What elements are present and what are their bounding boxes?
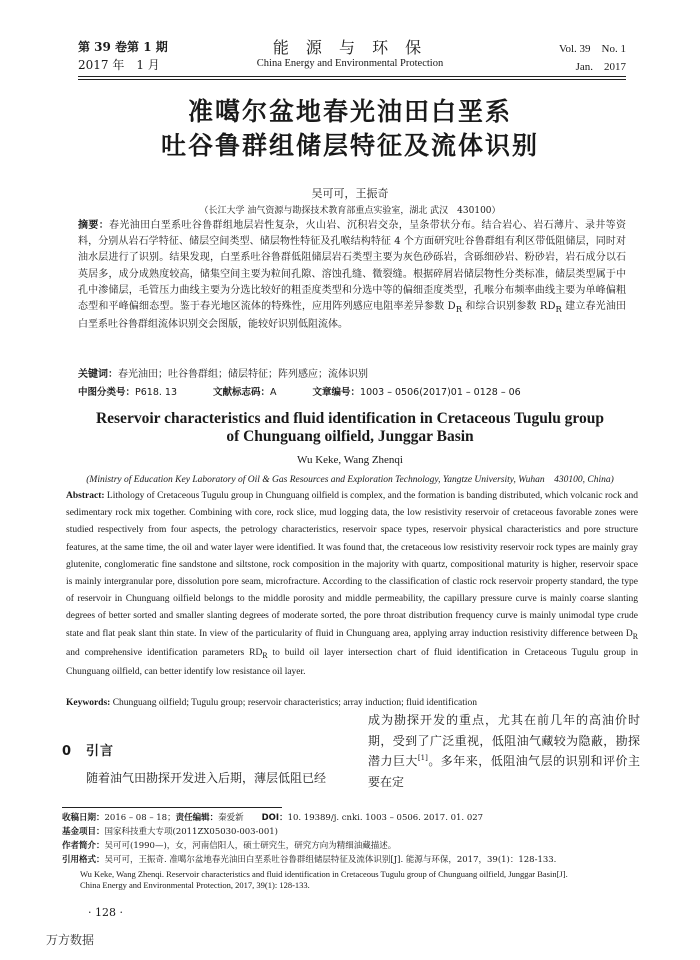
abstract-cn-label: 摘要： xyxy=(78,220,110,231)
citation-ref[interactable]: [1] xyxy=(417,754,428,762)
section-heading xyxy=(62,740,114,759)
watermark: 万方数据 xyxy=(46,933,95,947)
editor-name: 秦爱新 xyxy=(218,813,244,823)
affiliation-en: (Ministry of Education Key Laboratory of Oil & Gas Resources and Exploration Technology, Yangtze University, Wuhan 430100, China) xyxy=(86,475,614,485)
abstract-en-text3: to build oil layer intersection chart of fluid identification in Cretaceous Tugulu group in Chunguang oilfield, can better identify low resistance oil layer. xyxy=(66,647,638,677)
date-cn: 2017 年 1 月 xyxy=(78,58,160,72)
journal-name-en: China Energy and Environmental Protection xyxy=(256,58,444,69)
header-rule-thin xyxy=(78,79,626,80)
received-label: 收稿日期： xyxy=(62,813,105,823)
keywords-cn-text: 春光油田；吐谷鲁群组；储层特征；阵列感应；流体识别 xyxy=(118,369,368,380)
body-left-text: 随着油气田勘探开发进入后期，薄层低阻已经 xyxy=(86,771,327,785)
clc-value: P618. 13 xyxy=(135,387,178,398)
article-no-label: 文章编号： xyxy=(312,387,361,398)
abstract-cn-text: 春光油田白垩系吐谷鲁群组地层岩性复杂，火山岩、沉积岩交杂，呈条带状分布。结合岩心、岩石薄片、录井等资料，分别从岩石学特征、储层空间类型、储层物性特征及孔喉结构特征 4 个方面研究吐谷鲁群组有利区带低阻储层，同时对油水层进行了识别。结果发现，白垩系吐谷鲁群低阻储层岩石类型主要为灰色砂砾岩，含砾细砂岩、粉砂岩，岩石成分以石英居多，成分成熟度较高，储集空间主要为粒间孔隙、溶蚀孔缝、微裂缝。根据碎屑岩储层物性分类标准，储层类型属于中孔中渗储层，毛管压力曲线主要为分选比较好的粗歪度类型和分选中等的偏细歪度类型，孔喉分布频率曲线主要为单峰偏粗态型和平峰偏细态型。鉴于春光地区流体的特殊性，应用阵列感应电阻率差异参数 D xyxy=(78,220,627,313)
clc-label: 中图分类号： xyxy=(78,387,136,398)
abstract-cn xyxy=(78,218,626,333)
doi-value[interactable]: 10. 19389/j. cnki. 1003 – 0506. 2017. 01. 027 xyxy=(287,813,484,823)
section-number: 0 xyxy=(62,744,73,759)
title-en-line2: of Chunguang oilfield, Junggar Basin xyxy=(226,428,474,445)
body-right-text2: 。多年来，低阻油气层的识别和评价主要在定 xyxy=(368,754,640,789)
author-bio-label: 作者简介： xyxy=(62,841,105,851)
body-right-text: 成为勘探开发的重点，尤其在前几年的高油价时期，受到了广泛重视，低阻油气藏较为隐蔽，勘探潜力巨大 xyxy=(368,713,640,768)
abstract-cn-sub1: R xyxy=(455,304,462,315)
authors-cn: 吴可可，王振奇 xyxy=(311,187,389,200)
editor-label: 责任编辑： xyxy=(175,813,219,823)
keywords-en-label: Keywords: xyxy=(66,698,111,708)
article-no-value: 1003 – 0506(2017)01 – 0128 – 06 xyxy=(360,387,521,398)
title-en-line1: Reservoir characteristics and fluid identification in Cretaceous Tugulu group xyxy=(95,410,605,427)
citation-en-line2: China Energy and Environmental Protection, 2017, 39(1): 128-133. xyxy=(80,880,310,890)
body-left-column xyxy=(86,769,346,787)
keywords-cn-label: 关键词： xyxy=(78,369,118,380)
footnote-author xyxy=(62,839,640,853)
title-cn-line1: 准噶尔盆地春光油田白垩系 xyxy=(187,97,512,126)
author-bio: 吴可可(1990—)，女，河南信阳人，硕士研究生，研究方向为精细油藏描述。 xyxy=(104,841,397,851)
journal-name-cn: 能 源 与 环 保 xyxy=(272,38,428,57)
fund-value: 国家科技重大专项(2011ZX05030-003-001) xyxy=(104,827,278,837)
date-en: Jan. 2017 xyxy=(575,61,626,73)
abstract-en-sub1: R xyxy=(632,631,638,641)
volume-issue-en: Vol. 39 No. 1 xyxy=(558,43,626,55)
body-right-column xyxy=(368,710,640,792)
classification-line xyxy=(78,384,626,398)
abstract-cn-text2: 和综合识别参数 RD xyxy=(461,301,556,313)
abstract-en-label: Abstract: xyxy=(66,491,105,501)
abstract-cn-sub2: R xyxy=(555,304,562,315)
doc-code-label: 文献标志码： xyxy=(213,387,271,398)
affiliation-cn: （长江大学 油气资源与勘探技术教育部重点实验室，湖北 武汉 430100） xyxy=(199,206,501,216)
keywords-cn xyxy=(78,367,626,383)
abstract-cn-text3: 建立春光油田白垩系吐谷鲁群组流体识别交会图版，能较好识别低阻流体。 xyxy=(78,301,626,331)
abstract-en-text: Lithology of Cretaceous Tugulu group in Chunguang oilfield is complex, and the formation is banding distributed, which volcanic rock and sedimentary rock mix together. Combining with core, rock slice, mud logging data, the low resistivity reservoir of cretaceous favorable zones were studied respectively from four aspects, the petrology characteristics, reservoir space types, reservoir physical characteristics and pore structure features, at the same time, the oil and water layer were identified. It was found that, the cretaceous low resistivity reservoir rock types are mainly gray glutenite, conglomeratic fine sandstone and siltstone, rock composition in the majority with quartz, compositional maturity is higher, reservoir space is mainly intergranular pore, dissolution pore seam, microfracture. According to the classification of clastic rock reservoir property standard, the type of reservoir in Chunguang oilfield belongs to the middle porosity and middle permeability, the capillary pressure curve is mainly coarse slanting degrees of better sorted and smaller slanting degrees of moderate sorted, the pore throat distribution frequency curve is mainly unimodal type crude state and flat peak slant thin state. In view of the particularity of fluid in Chunguang area, applying array induction resistivity difference between D xyxy=(66,491,638,639)
citation-label: 引用格式： xyxy=(62,855,105,865)
doc-code-value: A xyxy=(270,387,277,398)
header-rule xyxy=(78,76,626,77)
footnote-fund xyxy=(62,825,640,839)
fund-label: 基金项目： xyxy=(62,827,105,837)
authors-en: Wu Keke, Wang Zhenqi xyxy=(297,454,403,466)
footnote-citation xyxy=(62,853,640,867)
title-cn-line2: 吐谷鲁群组储层特征及流体识别 xyxy=(160,131,539,160)
abstract-en-sub2: R xyxy=(262,650,268,660)
section-title: 引言 xyxy=(86,744,115,759)
footnote-rule xyxy=(62,807,282,808)
received-date: 2016 – 08 – 18； xyxy=(104,813,176,823)
abstract-en xyxy=(66,488,638,681)
doi-label: DOI： xyxy=(261,813,288,823)
footnote-received xyxy=(62,811,640,825)
keywords-en-text: Chunguang oilfield; Tugulu group; reservoir characteristics; array induction; fluid identification xyxy=(110,698,478,708)
citation-en-line1: Wu Keke, Wang Zhenqi. Reservoir characteristics and fluid identification in Cretaceous Tugulu group of Chunguang oilfield, Junggar Basin[J]. xyxy=(80,869,568,879)
abstract-en-text2: and comprehensive identification parameters RD xyxy=(66,647,263,658)
volume-issue-cn: 第 39 卷第 1 期 xyxy=(78,40,168,54)
citation-cn: 吴可可，王振奇. 准噶尔盆地春光油田白垩系吐谷鲁群组储层特征及流体识别[J]. 能源与环保，2017，39(1)：128-133. xyxy=(104,855,557,865)
page-number: · 128 · xyxy=(88,906,123,919)
